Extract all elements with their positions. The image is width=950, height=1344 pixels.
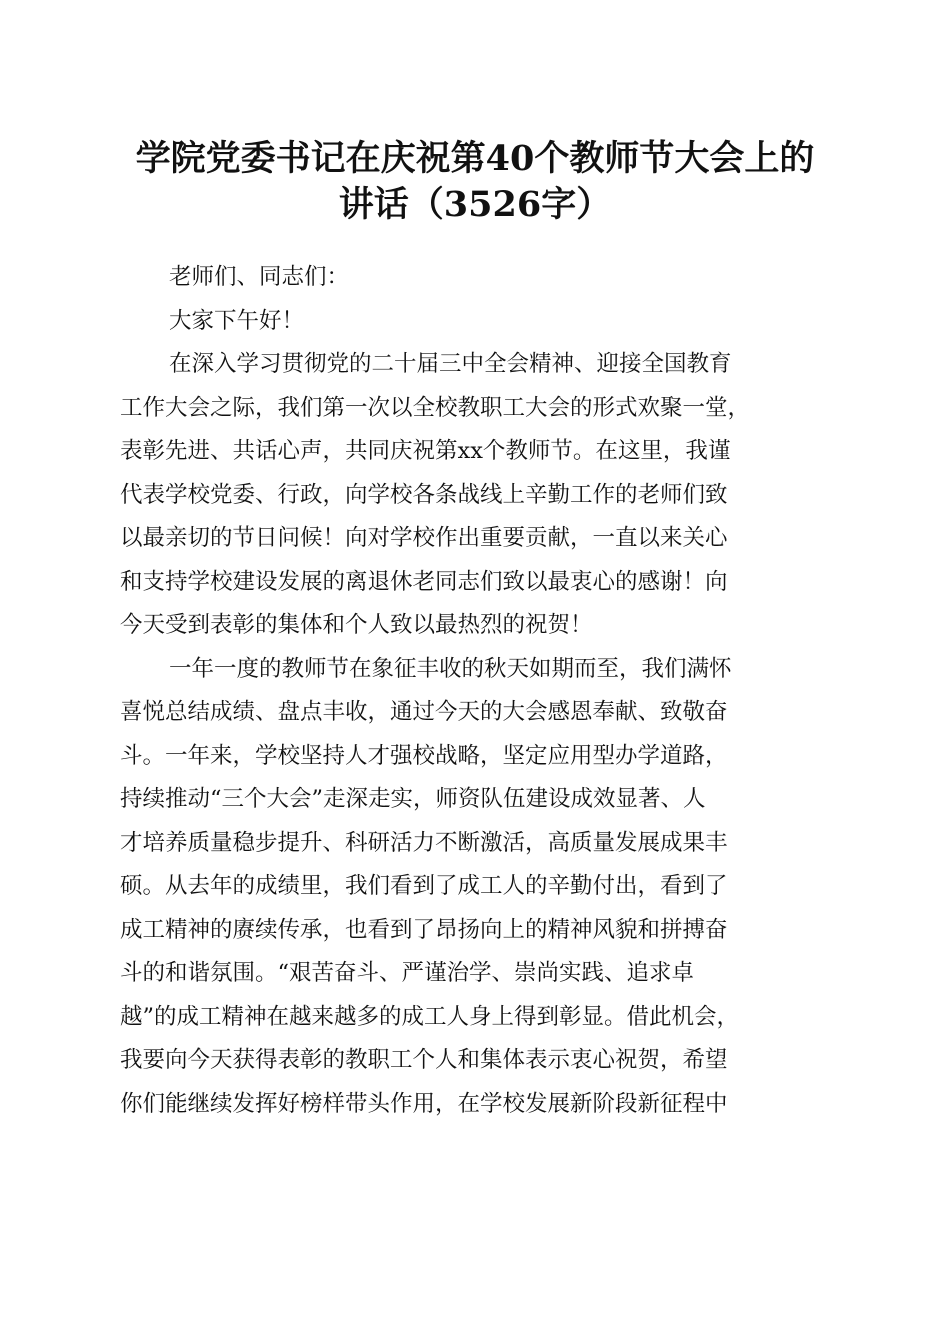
text-line: 老师们、同志们：	[169, 264, 350, 290]
text-line: 喜悦总结成绩、盘点丰收，通过今天的大会感恩奉献、致敬奋	[120, 699, 728, 725]
text-line: 表彰先进、共话心声，共同庆祝第xx个教师节。在这里，我谨	[120, 438, 731, 464]
text-line: 成工精神的赓续传承，也看到了昂扬向上的精神风貌和拼搏奋	[120, 916, 728, 943]
text-line: 硕。从去年的成绩里，我们看到了成工人的辛勤付出，看到了	[120, 873, 728, 899]
text-line: 持续推动“三个大会”走深走实，师资队伍建设成效显著、人	[120, 786, 706, 812]
text-line: 斗的和谐氛围。“艰苦奋斗、严谨治学、崇尚实践、追求卓	[120, 960, 695, 986]
text-line: 大家下午好！	[169, 307, 305, 334]
text-line: 我要向今天获得表彰的教职工个人和集体表示衷心祝贺，希望	[120, 1047, 728, 1073]
text-line: 你们能继续发挥好榜样带头作用，在学校发展新阶段新征程中	[120, 1090, 728, 1117]
text-line: 和支持学校建设发展的离退休老同志们致以最衷心的感谢！向	[120, 568, 728, 595]
text-line: 一年一度的教师节在象征丰收的秋天如期而至，我们满怀	[169, 655, 732, 682]
text-line: 才培养质量稳步提升、科研活力不断激活，高质量发展成果丰	[120, 829, 728, 856]
text-line: 以最亲切的节日问候！向对学校作出重要贡献，一直以来关心	[120, 525, 728, 551]
document-title	[100, 136, 850, 228]
title-line: 学院党委书记在庆祝第40个教师节大会上的	[135, 138, 815, 179]
text-line: 斗。一年来，学校坚持人才强校战略，坚定应用型办学道路，	[120, 742, 728, 769]
text-line: 今天受到表彰的集体和个人致以最热烈的祝贺！	[120, 612, 593, 638]
text-line: 越”的成工精神在越来越多的成工人身上得到彰显。借此机会，	[120, 1003, 740, 1030]
document-body	[120, 256, 840, 1126]
title-line: 讲话（3526字）	[338, 184, 612, 225]
text-line: 工作大会之际，我们第一次以全校教职工大会的形式欢聚一堂，	[120, 394, 751, 421]
text-line: 在深入学习贯彻党的二十届三中全会精神、迎接全国教育	[169, 351, 732, 377]
text-line: 代表学校党委、行政，向学校各条战线上辛勤工作的老师们致	[120, 481, 728, 508]
